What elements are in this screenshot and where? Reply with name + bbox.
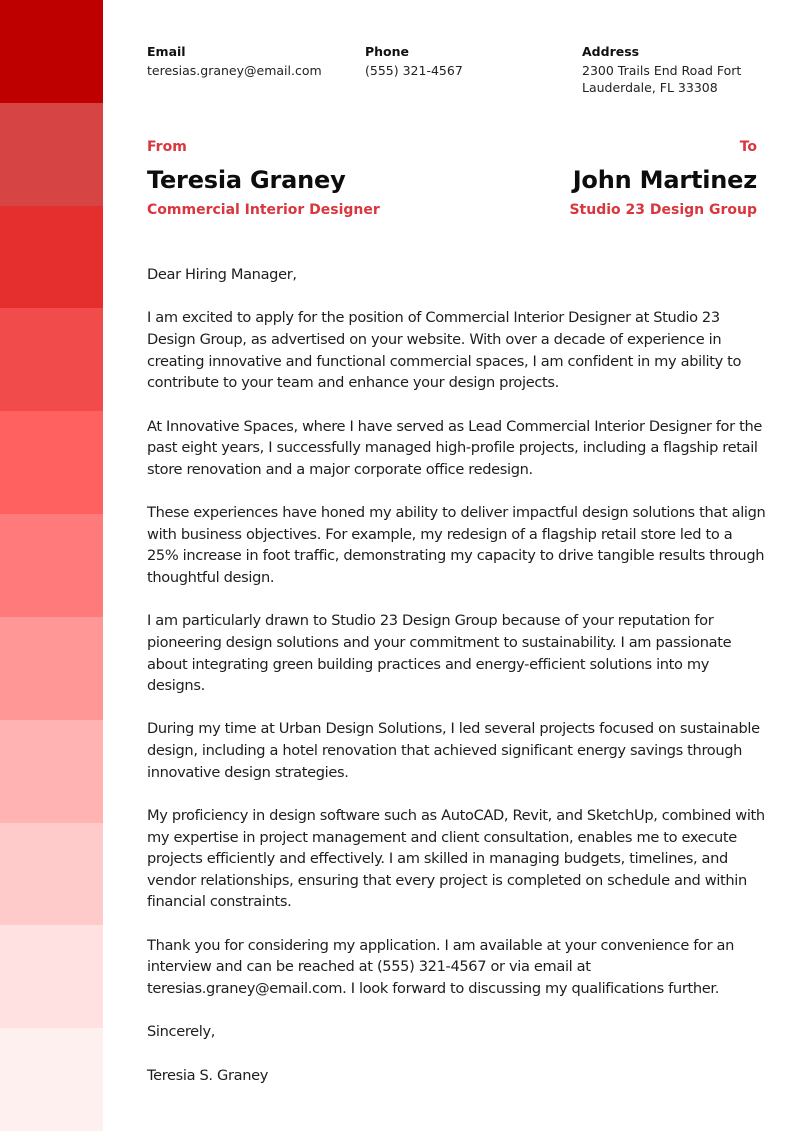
- contact-info: [147, 43, 757, 103]
- email-value: teresias.graney@email.com: [147, 63, 322, 78]
- sidebar-stripe: [0, 617, 103, 720]
- sender-recipient: [147, 138, 757, 228]
- signature: Teresia S. Graney: [147, 1066, 269, 1084]
- paragraph: These experiences have honed my ability to deliver impactful design solutions that align with business objectives. For example, my redesign of a flagship retail store led to a 25% increase in foot traffic, demonstrating my capacity to drive tangible results through thoughtful design.: [147, 504, 766, 586]
- sidebar-stripe: [0, 720, 103, 823]
- closing: Sincerely,: [147, 1023, 216, 1041]
- contact-address: [582, 43, 741, 96]
- sidebar-stripe: [0, 103, 103, 206]
- sidebar-stripe: [0, 823, 103, 926]
- sidebar-stripe: [0, 1028, 103, 1131]
- phone-label: Phone: [365, 44, 410, 59]
- paragraph: Thank you for considering my application. I am available at your convenience for an interview and can be reached at (555) 321-4567 or via email at teresias.graney@email.com. I look forward to discussing my qualifications further.: [147, 936, 735, 998]
- from-block: [147, 138, 380, 219]
- sidebar-stripe: [0, 411, 103, 514]
- sender-name: Teresia Graney: [147, 166, 346, 194]
- sidebar-stripe: [0, 514, 103, 617]
- letter-body: [147, 264, 767, 1108]
- sidebar-stripe: [0, 925, 103, 1028]
- paragraph: At Innovative Spaces, where I have served as Lead Commercial Interior Designer for the past eight years, I successfully managed high-profile projects, including a flagship retail store renovation and a major corporate office redesign.: [147, 417, 762, 478]
- from-label: From: [147, 139, 187, 155]
- recipient-name: John Martinez: [572, 166, 757, 194]
- to-label: To: [739, 139, 757, 155]
- decorative-sidebar: [0, 0, 103, 1131]
- address-label: Address: [582, 44, 640, 59]
- sidebar-stripe: [0, 0, 103, 103]
- recipient-company: Studio 23 Design Group: [569, 202, 757, 218]
- contact-phone: [365, 43, 463, 79]
- email-label: Email: [147, 44, 186, 59]
- paragraph: I am excited to apply for the position of Commercial Interior Designer at Studio 23 Design Group, as advertised on your website. With over a decade of experience in creating innovative and functional commercial spaces, I am confident in my ability to contribute to your team and enhance your design projects.: [147, 309, 742, 392]
- sidebar-stripe: [0, 206, 103, 309]
- paragraph: During my time at Urban Design Solutions, I led several projects focused on sustainable design, including a hotel renovation that achieved significant energy savings through innovative design strategies.: [147, 720, 760, 781]
- contact-email: [147, 43, 322, 79]
- paragraph: I am particularly drawn to Studio 23 Design Group because of your reputation for pioneering design solutions and your commitment to sustainability. I am passionate about integrating green building practices and energy-efficient solutions into my designs.: [147, 612, 732, 695]
- sender-role: Commercial Interior Designer: [147, 202, 380, 218]
- sidebar-stripe: [0, 308, 103, 411]
- address-line-1: 2300 Trails End Road Fort: [582, 63, 742, 78]
- phone-value: (555) 321-4567: [365, 63, 463, 78]
- salutation: Dear Hiring Manager,: [147, 266, 297, 283]
- paragraph: My proficiency in design software such as AutoCAD, Revit, and SketchUp, combined with my expertise in project management and client consultation, enables me to execute projects efficiently and effectively. I am skilled in managing budgets, timelines, and vendor relationships, ensuring that every project is completed on schedule and within financial constraints.: [147, 807, 765, 911]
- to-block: [569, 138, 757, 219]
- address-line-2: Lauderdale, FL 33308: [582, 80, 718, 95]
